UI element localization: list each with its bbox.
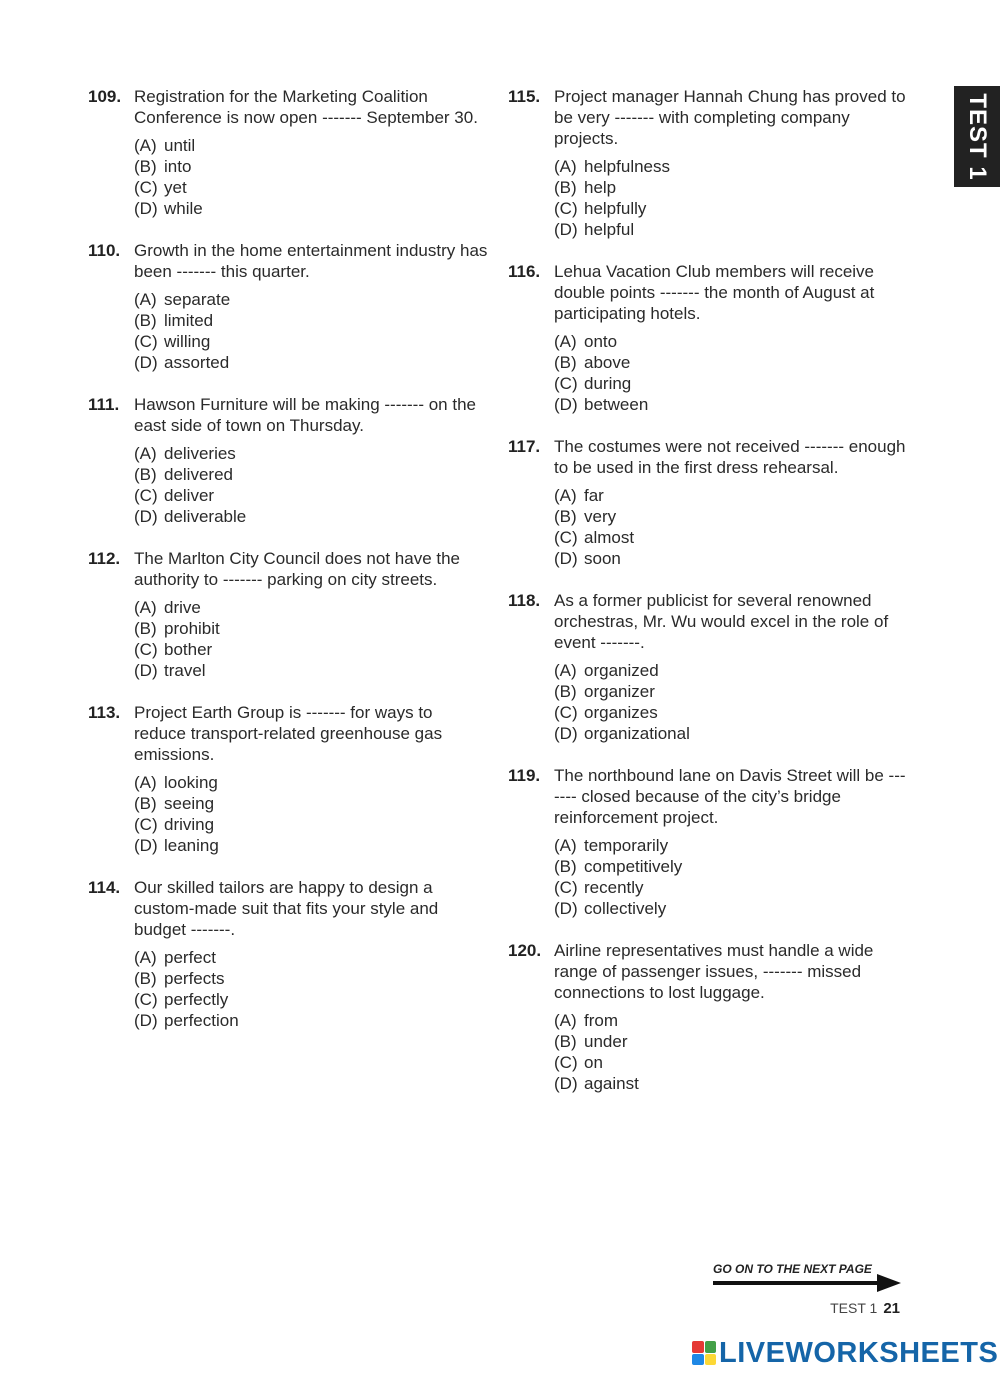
answer-option[interactable] bbox=[554, 835, 908, 856]
option-text: temporarily bbox=[584, 836, 669, 855]
option-letter: (C) bbox=[554, 199, 578, 218]
option-letter: (D) bbox=[554, 724, 578, 743]
option-letter: (C) bbox=[134, 486, 158, 505]
option-text: competitively bbox=[584, 857, 683, 876]
question bbox=[88, 548, 488, 681]
question bbox=[88, 877, 488, 1031]
option-text: helpful bbox=[584, 220, 635, 239]
option-text: far bbox=[584, 486, 604, 505]
answer-option[interactable] bbox=[554, 681, 908, 702]
question-number: 110. bbox=[88, 241, 121, 260]
answer-option[interactable] bbox=[134, 506, 488, 527]
option-text: bother bbox=[164, 640, 213, 659]
option-letter: (D) bbox=[134, 661, 158, 680]
next-page-label: GO ON TO THE NEXT PAGE bbox=[713, 1262, 872, 1276]
answer-option[interactable] bbox=[134, 198, 488, 219]
option-text: limited bbox=[164, 311, 214, 330]
option-text: help bbox=[584, 178, 617, 197]
option-text: under bbox=[584, 1032, 628, 1051]
question-text: The northbound lane on Davis Street will be ------- closed because of the city’s bridge reinforcement project. bbox=[554, 766, 906, 827]
option-letter: (B) bbox=[554, 1032, 577, 1051]
question bbox=[88, 240, 488, 373]
answer-option[interactable] bbox=[554, 177, 908, 198]
option-letter: (B) bbox=[134, 969, 157, 988]
option-letter: (B) bbox=[134, 794, 157, 813]
option-letter: (B) bbox=[134, 619, 157, 638]
test-label: TEST 1 bbox=[830, 1300, 878, 1316]
answer-option[interactable] bbox=[554, 1052, 908, 1073]
question-text: The Marlton City Council does not have the authority to ------- parking on city streets. bbox=[134, 549, 461, 589]
answer-option[interactable] bbox=[134, 485, 488, 506]
answer-options bbox=[134, 289, 488, 373]
option-letter: (D) bbox=[554, 1074, 578, 1093]
option-letter: (C) bbox=[134, 815, 158, 834]
option-letter: (A) bbox=[554, 332, 577, 351]
option-text: travel bbox=[164, 661, 206, 680]
option-text: perfect bbox=[164, 948, 216, 967]
question-number: 119. bbox=[508, 766, 541, 785]
option-text: very bbox=[584, 507, 617, 526]
option-letter: (D) bbox=[134, 507, 158, 526]
answer-option[interactable] bbox=[554, 527, 908, 548]
option-text: onto bbox=[584, 332, 618, 351]
answer-option[interactable] bbox=[134, 331, 488, 352]
question bbox=[508, 261, 908, 415]
question bbox=[508, 765, 908, 919]
answer-option[interactable] bbox=[554, 660, 908, 681]
option-letter: (D) bbox=[134, 199, 158, 218]
option-letter: (C) bbox=[554, 703, 578, 722]
option-letter: (D) bbox=[554, 549, 578, 568]
answer-option[interactable] bbox=[554, 898, 908, 919]
answer-options bbox=[554, 331, 908, 415]
option-text: almost bbox=[584, 528, 635, 547]
answer-options bbox=[134, 135, 488, 219]
option-text: while bbox=[164, 199, 203, 218]
option-letter: (B) bbox=[134, 465, 157, 484]
option-text: until bbox=[164, 136, 196, 155]
option-text: against bbox=[584, 1074, 639, 1093]
answer-option[interactable] bbox=[134, 597, 488, 618]
option-letter: (A) bbox=[134, 773, 157, 792]
option-letter: (D) bbox=[134, 836, 158, 855]
option-text: helpfulness bbox=[584, 157, 671, 176]
question-text: Lehua Vacation Club members will receive double points ------- the month of August at participating hotels. bbox=[554, 262, 875, 323]
answer-option[interactable] bbox=[134, 772, 488, 793]
answer-option[interactable] bbox=[554, 373, 908, 394]
answer-option[interactable] bbox=[134, 310, 488, 331]
questions-right-column bbox=[508, 86, 908, 1115]
option-text: prohibit bbox=[164, 619, 220, 638]
answer-option[interactable] bbox=[134, 947, 488, 968]
option-text: drive bbox=[164, 598, 201, 617]
answer-option[interactable] bbox=[134, 1010, 488, 1031]
option-text: leaning bbox=[164, 836, 219, 855]
next-page-indicator bbox=[713, 1262, 903, 1294]
question-text: Project manager Hannah Chung has proved to be very ------- with completing company projects. bbox=[554, 87, 906, 148]
option-text: organizational bbox=[584, 724, 690, 743]
option-text: deliver bbox=[164, 486, 215, 505]
answer-option[interactable] bbox=[134, 289, 488, 310]
option-text: helpfully bbox=[584, 199, 647, 218]
answer-options bbox=[134, 597, 488, 681]
option-letter: (B) bbox=[554, 353, 577, 372]
option-text: perfects bbox=[164, 969, 225, 988]
option-letter: (A) bbox=[554, 1011, 577, 1030]
page-footer bbox=[830, 1300, 900, 1317]
option-text: separate bbox=[164, 290, 231, 309]
option-letter: (B) bbox=[554, 857, 577, 876]
question bbox=[508, 436, 908, 569]
question-number: 117. bbox=[508, 437, 541, 456]
option-letter: (C) bbox=[134, 178, 158, 197]
option-letter: (C) bbox=[554, 1053, 578, 1072]
answer-option[interactable] bbox=[134, 156, 488, 177]
option-letter: (C) bbox=[134, 332, 158, 351]
question-text: The costumes were not received ------- enough to be used in the first dress rehearsal. bbox=[554, 437, 906, 477]
answer-option[interactable] bbox=[134, 352, 488, 373]
option-text: deliveries bbox=[164, 444, 236, 463]
answer-option[interactable] bbox=[554, 198, 908, 219]
question-number: 115. bbox=[508, 87, 541, 106]
question-number: 118. bbox=[508, 591, 541, 610]
brand-name: LIVEWORKSHEETS bbox=[719, 1336, 999, 1369]
answer-option[interactable] bbox=[554, 219, 908, 240]
page-number: 21 bbox=[883, 1300, 900, 1317]
option-text: looking bbox=[164, 773, 218, 792]
option-letter: (B) bbox=[134, 311, 157, 330]
question-number: 114. bbox=[88, 878, 121, 897]
question-number: 111. bbox=[88, 395, 120, 414]
question-text: Growth in the home entertainment industry has been ------- this quarter. bbox=[134, 241, 488, 281]
question-text: Registration for the Marketing Coalition Conference is now open ------- September 30. bbox=[134, 87, 478, 127]
answer-option[interactable] bbox=[134, 835, 488, 856]
option-letter: (D) bbox=[134, 353, 158, 372]
question bbox=[88, 86, 488, 219]
answer-option[interactable] bbox=[554, 1073, 908, 1094]
option-text: assorted bbox=[164, 353, 230, 372]
option-letter: (C) bbox=[134, 990, 158, 1009]
option-letter: (A) bbox=[134, 444, 157, 463]
option-text: perfection bbox=[164, 1011, 239, 1030]
option-letter: (B) bbox=[554, 507, 577, 526]
answer-options bbox=[554, 835, 908, 919]
answer-option[interactable] bbox=[554, 156, 908, 177]
answer-options bbox=[554, 485, 908, 569]
option-text: collectively bbox=[584, 899, 667, 918]
answer-option[interactable] bbox=[554, 723, 908, 744]
answer-option[interactable] bbox=[134, 443, 488, 464]
option-text: willing bbox=[164, 332, 211, 351]
option-text: from bbox=[584, 1011, 618, 1030]
answer-option[interactable] bbox=[134, 660, 488, 681]
option-letter: (A) bbox=[134, 290, 157, 309]
answer-option[interactable] bbox=[554, 506, 908, 527]
question-text: Airline representatives must handle a wide range of passenger issues, ------- missed connections to lost luggage. bbox=[554, 941, 874, 1002]
answer-option[interactable] bbox=[134, 968, 488, 989]
option-text: between bbox=[584, 395, 649, 414]
option-letter: (B) bbox=[134, 157, 157, 176]
liveworksheets-brand bbox=[692, 1336, 998, 1370]
answer-option[interactable] bbox=[134, 814, 488, 835]
answer-options bbox=[134, 772, 488, 856]
questions-left-column bbox=[88, 86, 488, 1052]
answer-option[interactable] bbox=[554, 856, 908, 877]
option-letter: (A) bbox=[134, 136, 157, 155]
option-text: recently bbox=[584, 878, 644, 897]
option-letter: (A) bbox=[554, 661, 577, 680]
option-letter: (D) bbox=[134, 1011, 158, 1030]
question-text: Hawson Furniture will be making ------- on the east side of town on Thursday. bbox=[134, 395, 476, 435]
option-letter: (A) bbox=[554, 486, 577, 505]
answer-option[interactable] bbox=[554, 702, 908, 723]
option-text: above bbox=[584, 353, 631, 372]
option-text: perfectly bbox=[164, 990, 229, 1009]
question-text: Project Earth Group is ------- for ways to reduce transport-related greenhouse gas emissions. bbox=[134, 703, 443, 764]
answer-option[interactable] bbox=[134, 135, 488, 156]
answer-option[interactable] bbox=[554, 1031, 908, 1052]
question-number: 120. bbox=[508, 941, 542, 960]
option-letter: (C) bbox=[554, 528, 578, 547]
question-number: 116. bbox=[508, 262, 541, 281]
liveworksheets-logo-icon bbox=[692, 1341, 716, 1365]
answer-option[interactable] bbox=[554, 331, 908, 352]
answer-option[interactable] bbox=[554, 1010, 908, 1031]
option-text: on bbox=[584, 1053, 603, 1072]
option-letter: (A) bbox=[134, 948, 157, 967]
option-letter: (D) bbox=[554, 899, 578, 918]
answer-option[interactable] bbox=[134, 793, 488, 814]
option-letter: (C) bbox=[134, 640, 158, 659]
option-letter: (D) bbox=[554, 220, 578, 239]
answer-options bbox=[554, 660, 908, 744]
question-number: 113. bbox=[88, 703, 121, 722]
answer-option[interactable] bbox=[134, 989, 488, 1010]
answer-option[interactable] bbox=[134, 639, 488, 660]
option-letter: (C) bbox=[554, 878, 578, 897]
question-text: As a former publicist for several renowned orchestras, Mr. Wu would excel in the role of event -------. bbox=[554, 591, 889, 652]
question-text: Our skilled tailors are happy to design a custom-made suit that fits your style and budget -------. bbox=[134, 878, 439, 939]
option-text: deliverable bbox=[164, 507, 247, 526]
question bbox=[508, 86, 908, 240]
option-text: soon bbox=[584, 549, 621, 568]
question bbox=[508, 940, 908, 1094]
answer-option[interactable] bbox=[134, 177, 488, 198]
option-letter: (A) bbox=[554, 836, 577, 855]
option-text: yet bbox=[164, 178, 187, 197]
option-letter: (B) bbox=[554, 178, 577, 197]
option-letter: (A) bbox=[134, 598, 157, 617]
question bbox=[88, 702, 488, 856]
question bbox=[508, 590, 908, 744]
option-letter: (B) bbox=[554, 682, 577, 701]
answer-option[interactable] bbox=[134, 618, 488, 639]
question bbox=[88, 394, 488, 527]
option-text: seeing bbox=[164, 794, 215, 813]
test-side-tab bbox=[954, 86, 1000, 187]
option-letter: (C) bbox=[554, 374, 578, 393]
option-letter: (A) bbox=[554, 157, 577, 176]
answer-option[interactable] bbox=[554, 877, 908, 898]
answer-option[interactable] bbox=[134, 464, 488, 485]
answer-options bbox=[554, 156, 908, 240]
option-text: delivered bbox=[164, 465, 233, 484]
option-text: organizes bbox=[584, 703, 658, 722]
option-text: organized bbox=[584, 661, 659, 680]
option-text: organizer bbox=[584, 682, 655, 701]
answer-options bbox=[134, 947, 488, 1031]
question-number: 112. bbox=[88, 549, 121, 568]
answer-option[interactable] bbox=[554, 485, 908, 506]
option-text: driving bbox=[164, 815, 215, 834]
option-text: during bbox=[584, 374, 632, 393]
side-tab-label: TEST 1 bbox=[964, 92, 991, 181]
answer-options bbox=[554, 1010, 908, 1094]
answer-options bbox=[134, 443, 488, 527]
answer-option[interactable] bbox=[554, 394, 908, 415]
option-text: into bbox=[164, 157, 192, 176]
answer-option[interactable] bbox=[554, 352, 908, 373]
arrow-right-icon bbox=[713, 1274, 901, 1292]
answer-option[interactable] bbox=[554, 548, 908, 569]
question-number: 109. bbox=[88, 87, 122, 106]
option-letter: (D) bbox=[554, 395, 578, 414]
